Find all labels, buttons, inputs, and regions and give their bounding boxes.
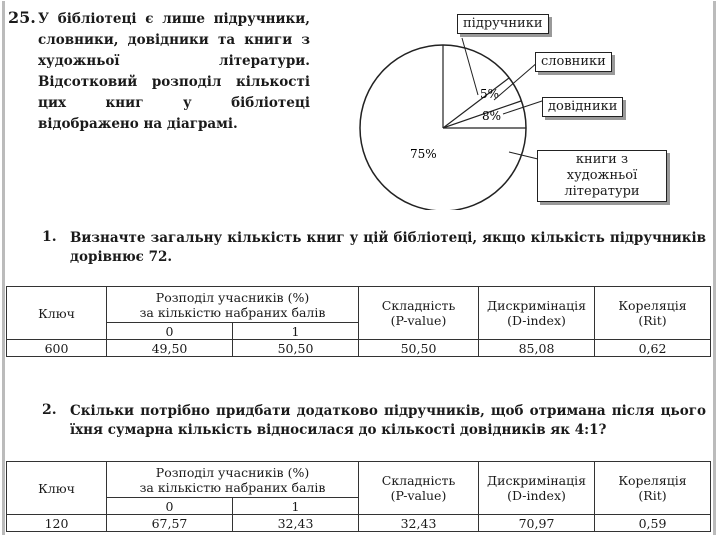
discrimination-header: Дискримінація (D-index) [479,462,595,515]
correlation-header: Кореляція (Rit) [595,462,711,515]
stats-table-2 [6,461,711,532]
difficulty-header: Складність (P-value) [359,287,479,340]
difficulty-value: 32,43 [359,515,479,532]
dist-col-0: 0 [107,498,233,515]
pie-label-slovnyky: 5% [480,87,500,101]
key-value: 600 [7,340,107,357]
key-value: 120 [7,515,107,532]
stats-table-1 [6,286,711,357]
pie-label-khudozhnia: 75% [410,147,437,161]
callout-slovnyky: словники [535,52,612,72]
dist-col-1: 1 [233,498,359,515]
dist-col-1: 1 [233,323,359,340]
problem-text: У бібліотеці є лише підручники, словники, довідники та книги з художньої літератури. Відсотковий розподіл кількості цих книг у бібліотеці відображено на діаграмі. [38,11,310,132]
dist-1-value: 50,50 [233,340,359,357]
discrimination-header: Дискримінація (D-index) [479,287,595,340]
question-1-number: 1. [42,229,57,245]
question-2-text: Скільки потрібно придбати додатково підручників, щоб отримана після цього їхня сумарна кількість відносилася до кількості довідників як 4:1? [70,403,706,438]
correlation-value: 0,62 [595,340,711,357]
pie-label-dovidnyky: 8% [482,109,502,123]
correlation-value: 0,59 [595,515,711,532]
discrimination-value: 85,08 [479,340,595,357]
dist-0-value: 49,50 [107,340,233,357]
difficulty-value: 50,50 [359,340,479,357]
problem-number: 25. [8,8,36,27]
question-1-text: Визначте загальну кількість книг у цій бібліотеці, якщо кількість підручників дорівнює 72. [70,230,706,265]
callout-pidruchnyky: підручники [457,14,549,34]
question-2-number: 2. [42,402,57,418]
difficulty-header: Складність (P-value) [359,462,479,515]
distribution-header: Розподіл учасників (%) за кількістю набраних балів [107,462,359,498]
discrimination-value: 70,97 [479,515,595,532]
key-header: Ключ [7,287,107,340]
callout-dovidnyky: довідники [542,97,623,117]
dist-col-0: 0 [107,323,233,340]
distribution-header: Розподіл учасників (%) за кількістю набраних балів [107,287,359,323]
dist-1-value: 32,43 [233,515,359,532]
dist-0-value: 67,57 [107,515,233,532]
key-header: Ключ [7,462,107,515]
callout-khudozhnia: книги з художньої літератури [537,150,667,202]
correlation-header: Кореляція (Rit) [595,287,711,340]
